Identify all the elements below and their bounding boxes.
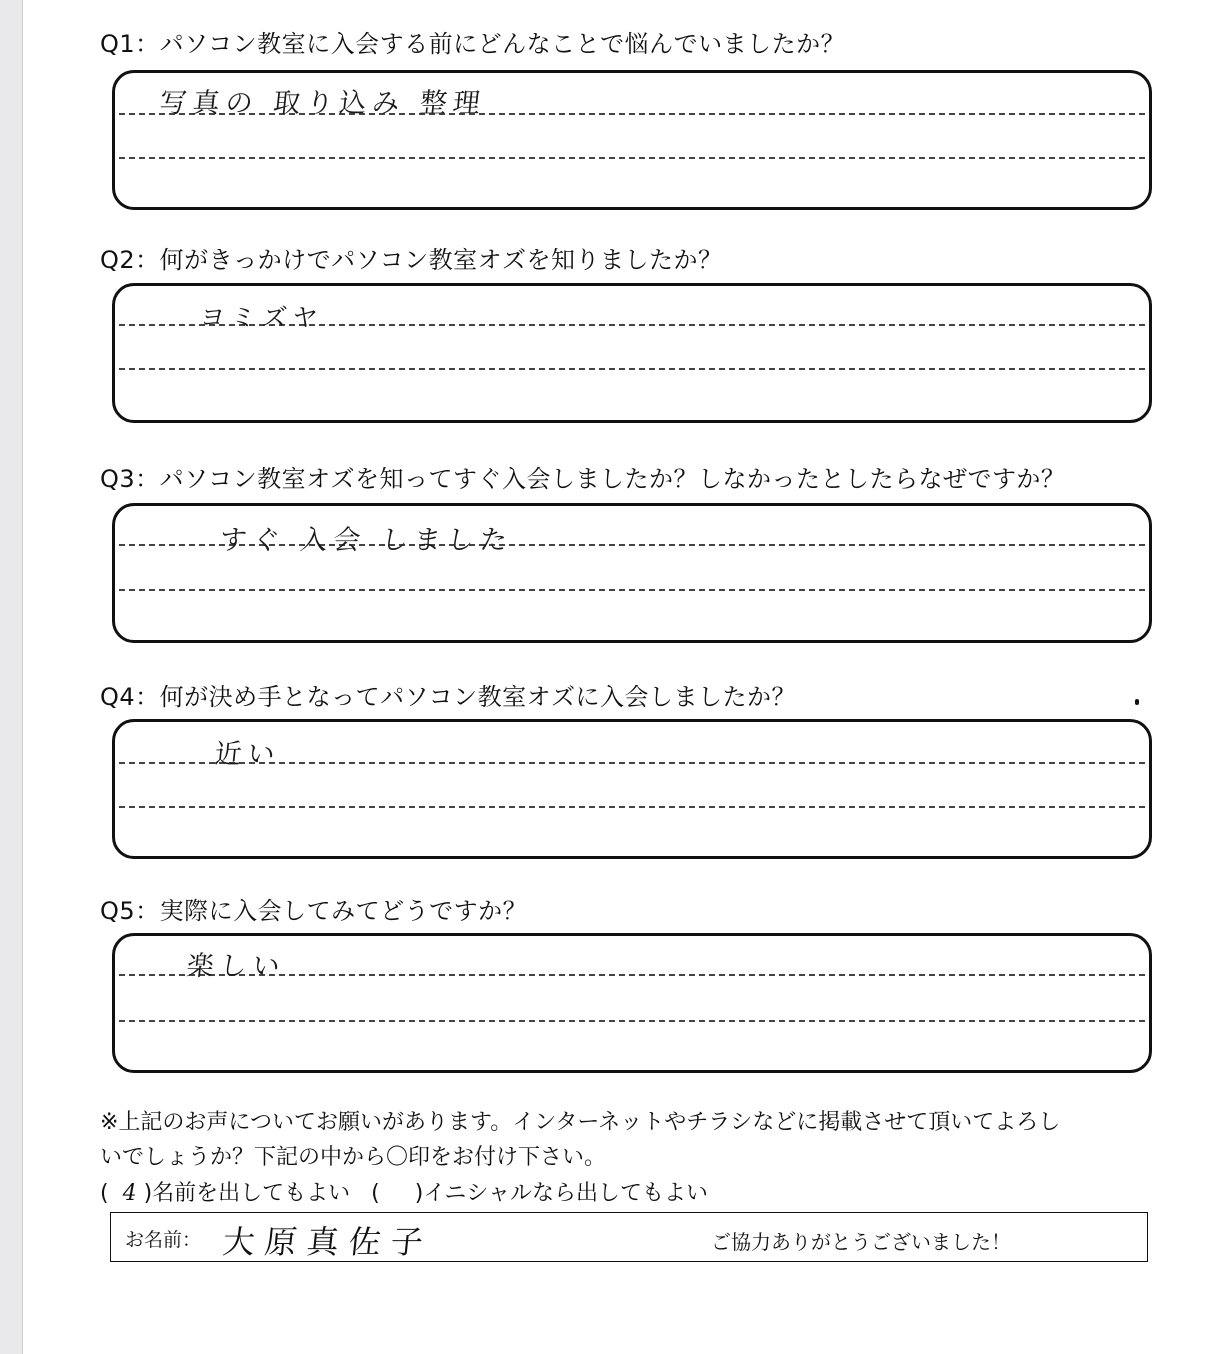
- answer-box-5: [112, 933, 1152, 1073]
- stray-mark: [1135, 699, 1139, 705]
- name-box: [110, 1212, 1148, 1262]
- answer-line: [119, 157, 1145, 159]
- option-1-mark[interactable]: 4: [122, 1181, 137, 1206]
- answer-1-text: 写真の 取り込み 整理: [158, 88, 488, 119]
- answer-box-3: [112, 503, 1152, 643]
- option-2-open-paren: (: [357, 1181, 415, 1206]
- thanks-message: ご協力ありがとうございました！: [711, 1230, 1011, 1254]
- option-2-label: イニシャルなら出してもよい: [423, 1181, 708, 1206]
- answer-box-2: [112, 283, 1152, 423]
- consent-options: [100, 1178, 708, 1210]
- answer-2-text: ヨミズヤ: [198, 303, 325, 332]
- option-1-close-paren: ): [136, 1181, 153, 1206]
- answer-3-text: すぐ 入会 しました: [218, 525, 515, 556]
- answer-line: [119, 589, 1145, 591]
- option-1-label: 名前を出してもよい: [152, 1181, 351, 1206]
- answer-box-4: [112, 719, 1152, 859]
- name-label: お名前：: [125, 1229, 202, 1251]
- answer-4-text: 近い: [213, 739, 283, 770]
- consent-line-2: いでしょうか？下記の中から〇印をお付け下さい。: [100, 1145, 607, 1170]
- question-5-label: Q5：実際に入会してみてどうですか？: [100, 897, 528, 925]
- question-1-label: Q1：パソコン教室に入会する前にどんなことで悩んでいましたか？: [100, 30, 846, 58]
- name-value: 大原真佐子: [220, 1223, 435, 1261]
- option-2-close-paren: ): [414, 1181, 424, 1206]
- answer-box-1: [112, 70, 1152, 210]
- question-4-label: Q4：何が決め手となってパソコン教室オズに入会しましたか？: [100, 683, 796, 711]
- answer-line: [119, 806, 1145, 808]
- option-1-open-paren: (: [100, 1181, 123, 1206]
- consent-line-1: ※上記のお声についてお願いがあります。インターネットやチラシなどに掲載させて頂いてよろし: [100, 1110, 1061, 1135]
- answer-line: [119, 1020, 1145, 1022]
- question-2-label: Q2：何がきっかけでパソコン教室オズを知りましたか？: [100, 246, 723, 274]
- answer-line: [119, 368, 1145, 370]
- question-3-label: Q3：パソコン教室オズを知ってすぐ入会しましたか？しなかったとしたらなぜですか？: [100, 465, 1066, 493]
- answer-5-text: 楽しい: [185, 951, 288, 982]
